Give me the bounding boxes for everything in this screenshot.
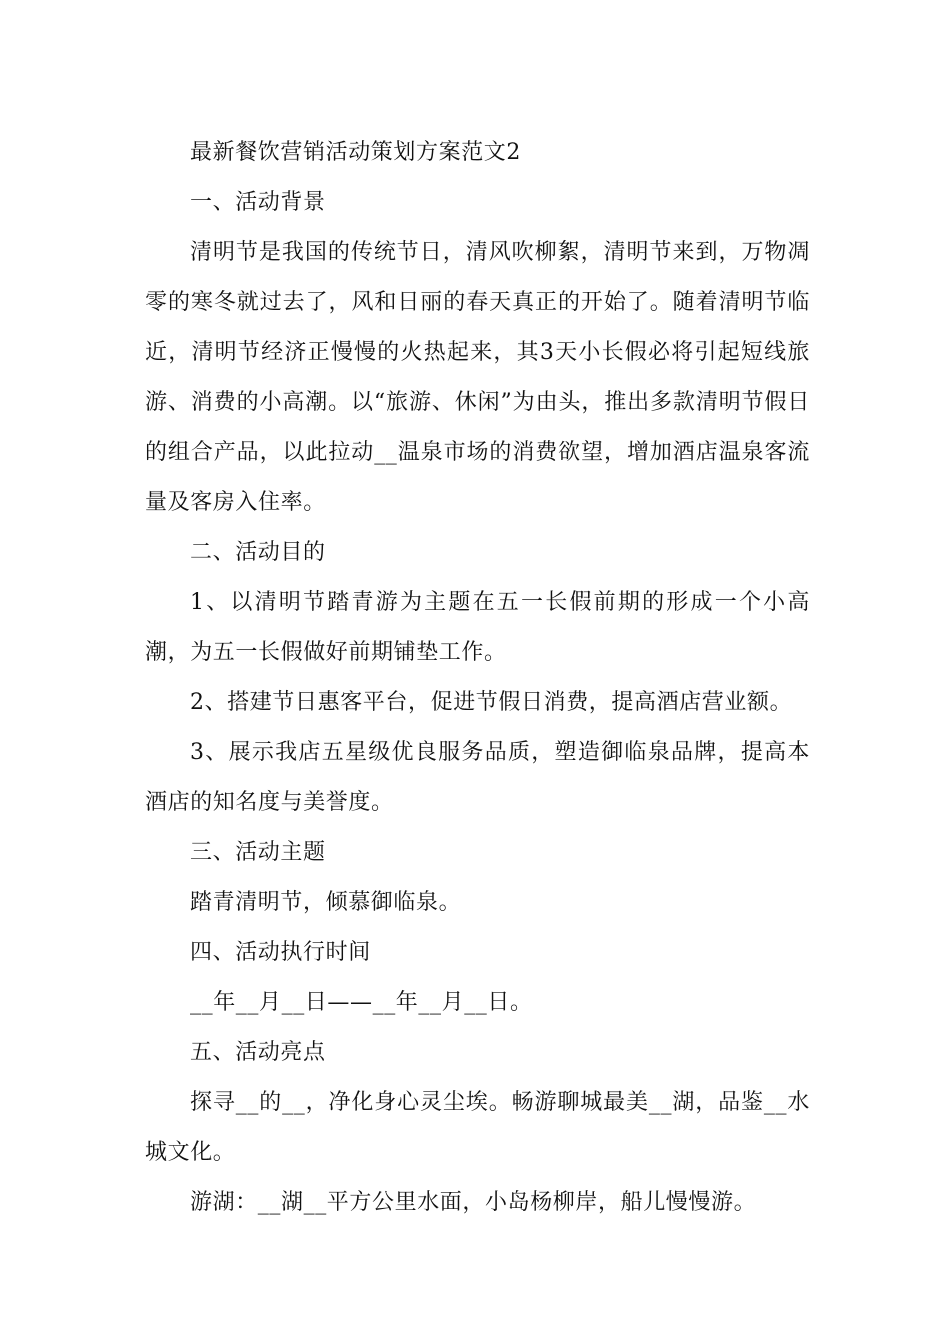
document-title: 最新餐饮营销活动策划方案范文2 <box>190 140 521 165</box>
paragraph-goal-3: 3、展示我店五星级优良服务品质，塑造御临泉品牌，提高本酒店的知名度与美誉度。 <box>145 740 810 815</box>
paragraph-theme: 踏青清明节，倾慕御临泉。 <box>190 890 462 915</box>
paragraph-highlights: 探寻__的__，净化身心灵尘埃。畅游聊城最美__湖，品鉴__水城文化。 <box>145 1090 810 1165</box>
paragraph-lake-tour: 游湖：__湖__平方公里水面，小岛杨柳岸，船儿慢慢游。 <box>190 1190 757 1215</box>
section-heading-schedule: 四、活动执行时间 <box>190 940 371 965</box>
paragraph-goal-2: 2、搭建节日惠客平台，促进节假日消费，提高酒店营业额。 <box>190 690 793 715</box>
paragraph-goal-1: 1、以清明节踏青游为主题在五一长假前期的形成一个小高潮，为五一长假做好前期铺垫工作。 <box>145 590 810 665</box>
section-heading-highlights: 五、活动亮点 <box>190 1040 326 1065</box>
section-heading-theme: 三、活动主题 <box>190 840 326 865</box>
paragraph-background: 清明节是我国的传统节日，清风吹柳絮，清明节来到，万物凋零的寒冬就过去了，风和日丽的春天真正的开始了。随着清明节临近，清明节经济正慢慢的火热起来，其3天小长假必将引起短线旅游、消费的小高潮。以“旅游、休闲”为由头，推出多款清明节假日的组合产品，以此拉动__温泉市场的消费欲望，增加酒店温泉客流量及客房入住率。 <box>145 240 810 515</box>
section-heading-goals: 二、活动目的 <box>190 540 326 565</box>
section-heading-background: 一、活动背景 <box>190 190 326 215</box>
paragraph-schedule: __年__月__日——__年__月__日。 <box>190 990 533 1015</box>
document-body <box>145 128 810 1228</box>
